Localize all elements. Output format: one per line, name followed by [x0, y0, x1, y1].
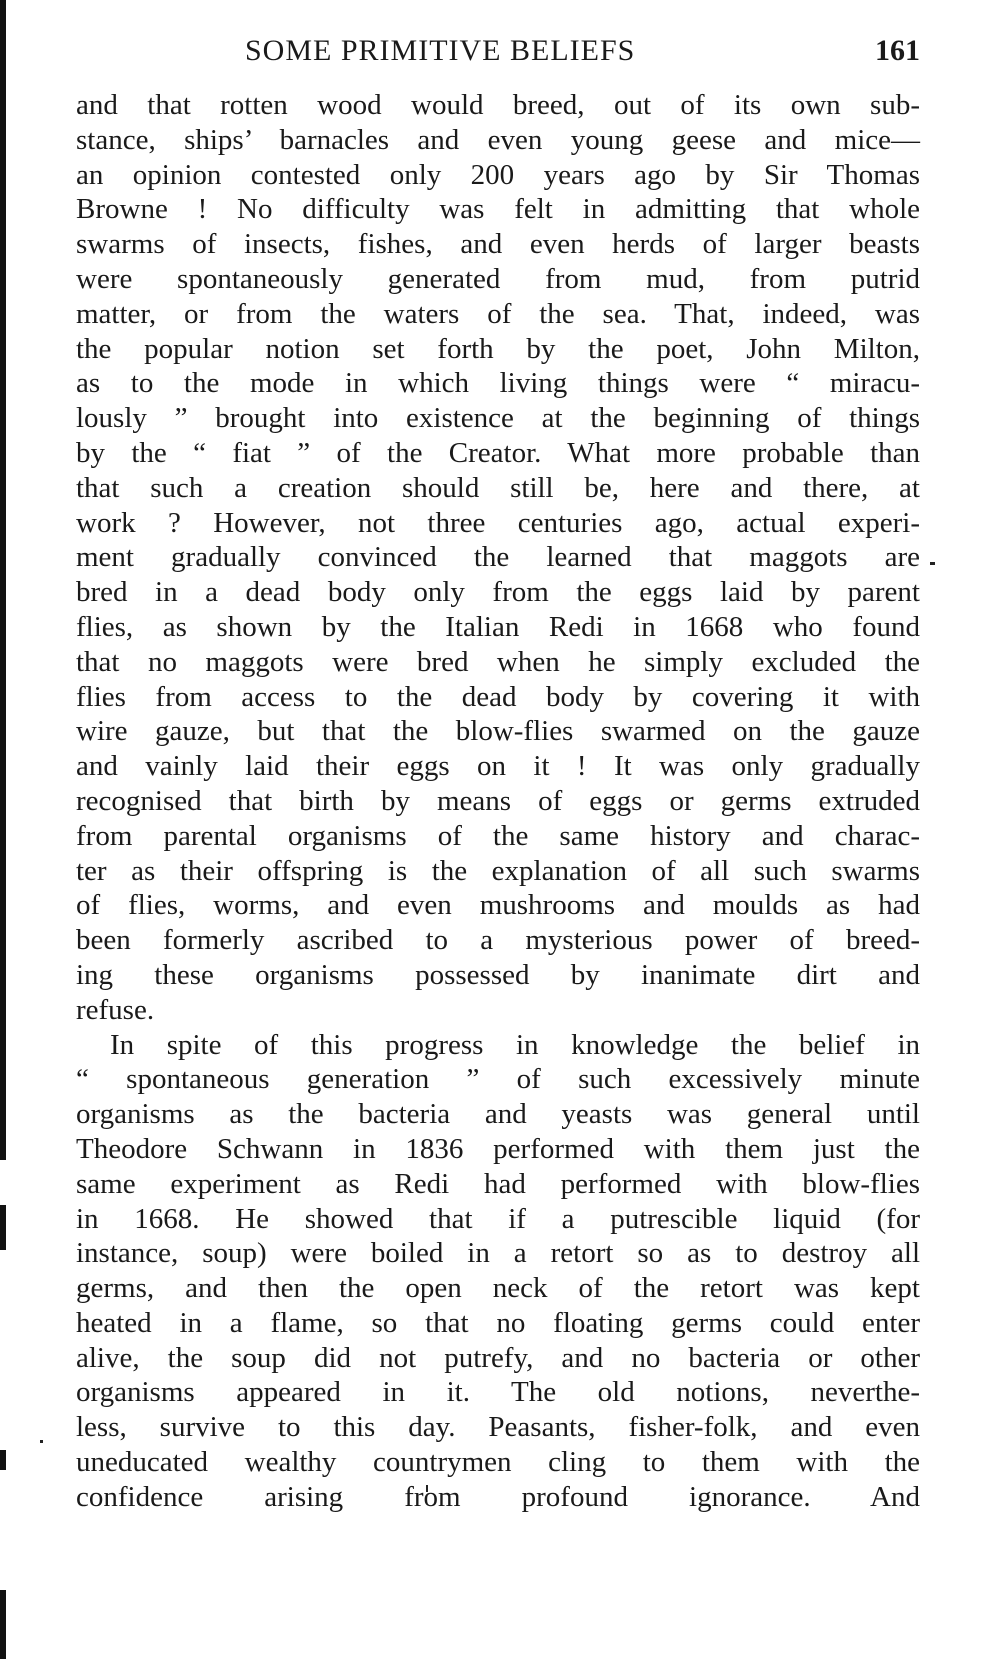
text-line: been formerly ascribed to a mysterious power of breed-: [76, 924, 920, 957]
text-line: the popular notion set forth by the poet, John Milton,: [76, 332, 920, 365]
text-line: an opinion contested only 200 years ago by Sir Thomas: [76, 158, 920, 191]
text-line: refuse.: [76, 993, 155, 1026]
text-line: wire gauze, but that the blow-flies swarmed on the gauze: [76, 715, 920, 748]
text-line: organisms appeared in it. The old notions, neverthe-: [76, 1376, 920, 1409]
paragraph-2: [76, 1028, 920, 1515]
text-line: in 1668. He showed that if a putrescible liquid (for: [76, 1202, 920, 1235]
text-line: confidence arising from profound ignorance. And: [76, 1480, 920, 1513]
text-line: ment gradually convinced the learned that maggots are: [76, 541, 920, 574]
text-line: Theodore Schwann in 1836 performed with them just the: [76, 1132, 920, 1165]
text-line: “ spontaneous generation ” of such excessively minute: [76, 1063, 920, 1096]
running-title: SOME PRIMITIVE BELIEFS: [245, 34, 636, 67]
text-line: were spontaneously generated from mud, from putrid: [76, 262, 920, 295]
binding-edge-gap: [0, 1160, 6, 1205]
text-line: of flies, worms, and even mushrooms and moulds as had: [76, 889, 920, 922]
print-speck: [930, 562, 935, 565]
text-line: instance, soup) were boiled in a retort so as to destroy all: [76, 1237, 920, 1270]
text-line: and vainly laid their eggs on it ! It was only gradually: [76, 750, 920, 783]
binding-edge-gap: [0, 1470, 6, 1590]
text-line: stance, ships’ barnacles and even young geese and mice—: [76, 123, 920, 156]
text-line: that such a creation should still be, here and there, at: [76, 471, 920, 504]
text-line: from parental organisms of the same history and charac-: [76, 819, 920, 852]
text-line: flies from access to the dead body by covering it with: [76, 680, 920, 713]
text-line: heated in a flame, so that no floating germs could enter: [76, 1306, 920, 1339]
text-line: swarms of insects, fishes, and even herds of larger beasts: [76, 228, 920, 261]
text-line: ter as their offspring is the explanation of all such swarms: [76, 854, 920, 887]
text-line: matter, or from the waters of the sea. That, indeed, was: [76, 297, 920, 330]
page-number: 161: [875, 34, 920, 67]
text-line: less, survive to this day. Peasants, fisher-folk, and even: [76, 1411, 920, 1444]
text-line: that no maggots were bred when he simply excluded the: [76, 645, 920, 678]
text-line: alive, the soup did not putrefy, and no bacteria or other: [76, 1341, 920, 1374]
text-line: ing these organisms possessed by inanimate dirt and: [76, 958, 920, 991]
text-line: by the “ fiat ” of the Creator. What more probable than: [76, 436, 920, 469]
print-speck: [40, 1440, 43, 1443]
text-line: flies, as shown by the Italian Redi in 1668 who found: [76, 610, 920, 643]
text-line: and that rotten wood would breed, out of its own sub-: [76, 89, 920, 121]
binding-edge-gap: [0, 1250, 6, 1450]
text-line: same experiment as Redi had performed with blow-flies: [76, 1167, 920, 1200]
paragraph-1: [76, 88, 920, 1028]
text-line: as to the mode in which living things were “ miracu-: [76, 367, 920, 400]
body-text: [76, 88, 920, 1515]
text-line: work ? However, not three centuries ago, actual experi-: [76, 506, 920, 539]
text-line: Browne ! No difficulty was felt in admitting that whole: [76, 193, 920, 226]
text-line: In spite of this progress in knowledge the belief in: [110, 1028, 920, 1061]
text-line: lously ” brought into existence at the beginning of things: [76, 402, 920, 435]
page-header: [245, 34, 920, 74]
text-line: organisms as the bacteria and yeasts was general until: [76, 1098, 920, 1131]
text-line: uneducated wealthy countrymen cling to them with the: [76, 1446, 920, 1479]
text-line: germs, and then the open neck of the retort was kept: [76, 1272, 920, 1305]
text-line: bred in a dead body only from the eggs laid by parent: [76, 576, 920, 609]
text-line: recognised that birth by means of eggs or germs extruded: [76, 784, 920, 817]
